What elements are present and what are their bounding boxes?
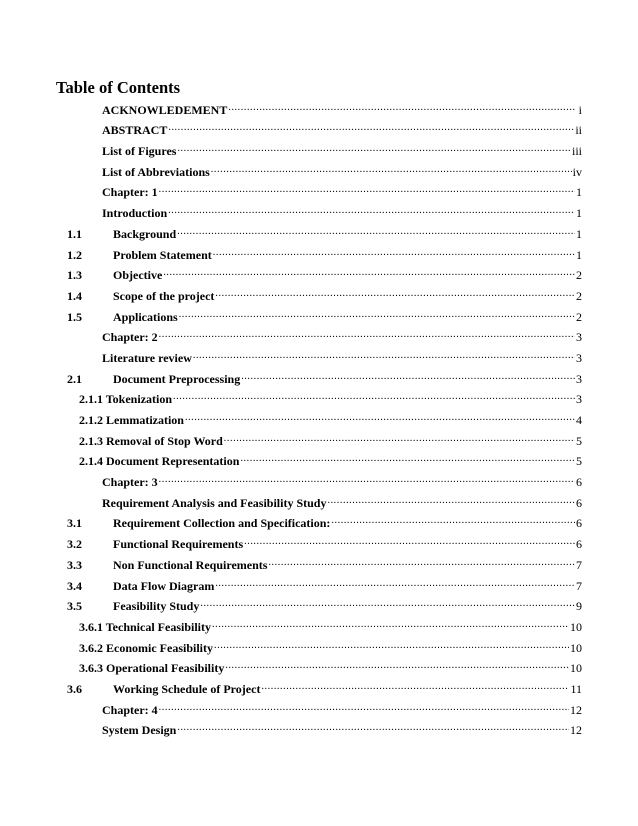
toc-entry-number: 3.4 [67,578,82,593]
toc-entry-page-number: 1 [576,226,582,241]
dot-leader [213,246,575,260]
toc-entry-page-number: 1 [576,185,582,200]
toc-entry-page-number: ii [575,123,582,138]
toc-entry[interactable] [56,468,582,489]
dot-leader [211,163,572,177]
toc-entry-label: Introduction [102,206,168,221]
toc-entry-label: Feasibility Study [113,599,200,614]
toc-entry-page-number: 12 [570,702,582,717]
toc-entry[interactable] [56,572,582,593]
toc-entry-page-number: iv [572,164,582,179]
dot-leader [185,411,575,425]
dot-leader [215,577,575,591]
toc-entry-label: Chapter: 2 [102,330,158,345]
toc-entry[interactable] [56,137,582,158]
toc-entry[interactable] [56,365,582,386]
toc-entry[interactable] [56,117,582,138]
dot-leader [159,701,569,715]
toc-entry[interactable] [56,96,582,117]
dot-leader [177,225,575,239]
dot-leader [200,597,575,611]
dot-leader [177,142,571,156]
dot-leader [241,370,575,384]
toc-entry-number: 1.3 [67,268,82,283]
toc-title: Table of Contents [56,78,181,97]
dot-leader [224,432,575,446]
toc-entry-label: Background [113,226,177,241]
toc-entry-label: Non Functional Requirements [113,557,268,572]
toc-entry-page-number: 1 [576,206,582,221]
toc-entry[interactable] [56,220,582,241]
toc-entry-label: 2.1.3 Removal of Stop Word [79,433,223,448]
dot-leader [215,287,575,301]
toc-entry[interactable] [56,427,582,448]
toc-entry-page-number: 3 [576,330,582,345]
toc-entry-number: 3.2 [67,537,82,552]
dot-leader [177,721,569,735]
toc-entry-label: ACKNOWLEDEMENT [102,102,228,117]
toc-entry-page-number: 6 [576,495,582,510]
toc-entry-label: System Design [102,723,177,738]
toc-entry-label: Chapter: 4 [102,702,158,717]
toc-entry-page-number: i [578,102,582,117]
toc-entry-label: Literature review [102,350,192,365]
toc-entry-label: Objective [113,268,163,283]
toc-entry[interactable] [56,448,582,469]
toc-entry-label: Chapter: 3 [102,475,158,490]
toc-entry[interactable] [56,717,582,738]
toc-entry-page-number: 10 [570,661,582,676]
toc-entry[interactable] [56,613,582,634]
toc-entry-number: 3.3 [67,557,82,572]
toc-entry-page-number: 2 [576,309,582,324]
toc-entry-page-number: 2 [576,268,582,283]
toc-entry-label: Applications [113,309,178,324]
dot-leader [268,556,575,570]
toc-entry-page-number: 3 [576,392,582,407]
dot-leader [168,204,575,218]
toc-entry-label: Requirement Analysis and Feasibility Study [102,495,327,510]
toc-entry-label: 2.1.4 Document Representation [79,454,240,469]
dot-leader [228,101,575,115]
toc-entry-label: Functional Requirements [113,537,244,552]
toc-entry-number: 3.1 [67,516,82,531]
toc-entry[interactable] [56,696,582,717]
dot-leader [168,121,574,135]
toc-entry-page-number: 9 [576,599,582,614]
toc-entry-page-number: 6 [576,537,582,552]
dot-leader [159,328,575,342]
toc-entry-page-number: 7 [576,578,582,593]
toc-entry[interactable] [56,551,582,572]
toc-entry-label: Scope of the project [113,288,215,303]
toc-entry-label: 3.6.1 Technical Feasibility [79,619,212,634]
toc-entry[interactable] [56,282,582,303]
toc-entry[interactable] [56,158,582,179]
toc-entry[interactable] [56,489,582,510]
toc-entry-number: 3.6 [67,681,82,696]
toc-entry-page-number: 3 [576,350,582,365]
toc-entry-page-number: 2 [576,288,582,303]
dot-leader [159,473,575,487]
toc-entry-page-number: 5 [576,454,582,469]
toc-entry[interactable] [56,262,582,283]
toc-entry[interactable] [56,303,582,324]
toc-entry-page-number: 1 [576,247,582,262]
dot-leader [212,618,569,632]
dot-leader [327,494,575,508]
toc-entry-label: Data Flow Diagram [113,578,215,593]
dot-leader [163,266,575,280]
toc-entry-number: 1.1 [67,226,82,241]
toc-entry[interactable] [56,324,582,345]
toc-entry-number: 1.5 [67,309,82,324]
toc-entry[interactable] [56,593,582,614]
toc-entry-label: 3.6.2 Economic Feasibility [79,640,213,655]
dot-leader [225,659,569,673]
toc-entry[interactable] [56,406,582,427]
toc-entry-page-number: 5 [576,433,582,448]
toc-entry[interactable] [56,241,582,262]
toc-entry-number: 1.2 [67,247,82,262]
toc-entry-label: 2.1.1 Tokenization [79,392,173,407]
toc-entry-page-number: 6 [576,475,582,490]
toc-entry-label: Document Preprocessing [113,371,241,386]
toc-entry[interactable] [56,386,582,407]
toc-entry-number: 2.1 [67,371,82,386]
toc-entry[interactable] [56,510,582,531]
toc-entry-page-number: 11 [570,681,582,696]
toc-entry-number: 3.5 [67,599,82,614]
toc-entry[interactable] [56,530,582,551]
dot-leader [261,680,569,694]
toc-entry-label: Requirement Collection and Specification: [113,516,331,531]
dot-leader [331,514,575,528]
dot-leader [193,349,575,363]
toc-entry-page-number: 7 [576,557,582,572]
toc-entry-label: Chapter: 1 [102,185,158,200]
dot-leader [173,390,575,404]
dot-leader [159,183,575,197]
dot-leader [179,308,575,322]
toc-entry-page-number: 6 [576,516,582,531]
toc-list [56,96,582,737]
dot-leader [214,639,569,653]
toc-entry-page-number: 10 [570,619,582,634]
toc-entry-page-number: 4 [576,413,582,427]
toc-entry[interactable] [56,179,582,200]
dot-leader [244,535,575,549]
toc-entry-page-number: 3 [576,371,582,386]
toc-entry-label: ABSTRACT [102,123,168,138]
toc-entry-label: Working Schedule of Project [113,681,261,696]
toc-entry-label: List of Abbreviations [102,164,210,179]
toc-entry-label: 2.1.2 Lemmatization [79,413,184,427]
toc-entry-page-number: 12 [570,723,582,738]
toc-entry-label: List of Figures [102,144,177,159]
toc-entry-label: Problem Statement [113,247,212,262]
toc-entry-page-number: iii [571,144,582,159]
dot-leader [240,452,575,466]
toc-entry-label: 3.6.3 Operational Feasibility [79,661,225,676]
toc-entry[interactable] [56,634,582,655]
toc-entry[interactable] [56,675,582,696]
toc-entry[interactable] [56,344,582,365]
toc-entry[interactable] [56,199,582,220]
toc-entry-page-number: 10 [570,640,582,655]
toc-entry-number: 1.4 [67,288,82,303]
toc-entry[interactable] [56,655,582,676]
